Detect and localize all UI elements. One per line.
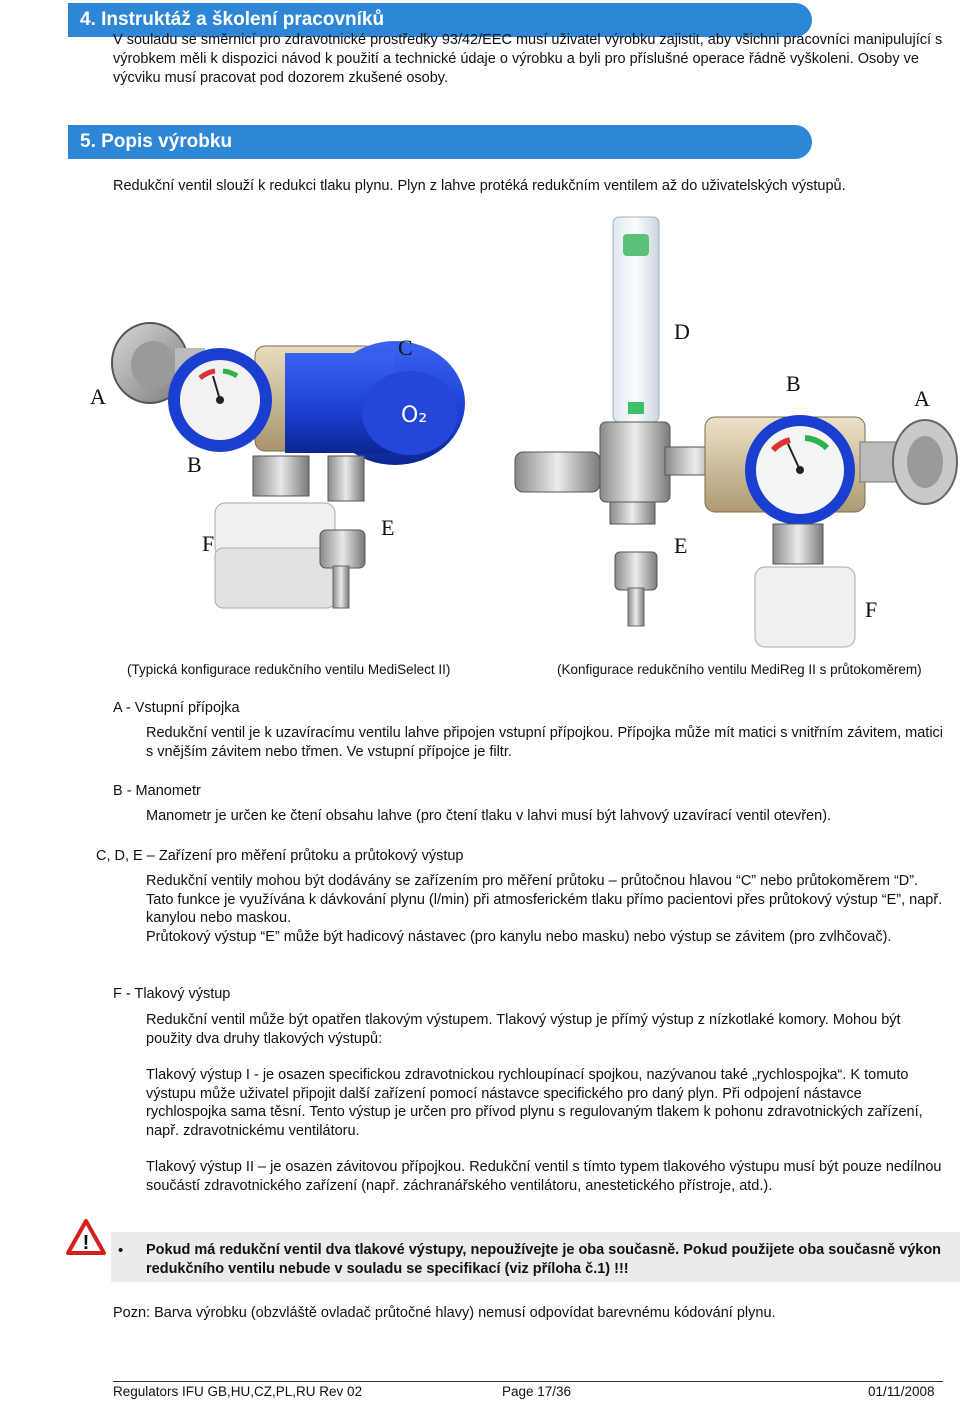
item-a-text: Redukční ventil je k uzavíracímu ventilu lahve připojen vstupní přípojkou. Přípojka může mít matici s vnitřním závitem, matici s vnějším závitem nebo třmen. Ve vstupní přípojce je filtr. <box>146 725 944 760</box>
medireg-flowmeter-illustration <box>505 212 960 652</box>
item-f-heading: F - Tlakový výstup <box>113 986 231 1002</box>
caption-mediselect: (Typická konfigurace redukčního ventilu MediSelect II) <box>127 662 451 677</box>
section-5-heading: 5. Popis výrobku <box>68 125 812 159</box>
section-5-text: Redukční ventil slouží k redukci tlaku plynu. Plyn z lahve protéká redukčním ventilem až do uživatelských výstupů. <box>113 178 846 194</box>
label-a-left: A <box>90 384 106 409</box>
label-e-right: E <box>674 533 688 558</box>
footer-page-number: Page 17/36 <box>502 1384 572 1399</box>
color-remark: Pozn: Barva výrobku (obzvláště ovladač průtočné hlavy) nemusí odpovídat barevnému kódování plynu. <box>113 1305 776 1321</box>
warning-text: Pokud má redukční ventil dva tlakové výstupy, nepoužívejte je oba současně. Pokud použijete oba současně výkon redukčního ventilu nebude v souladu se specifikací (viz příloha č.1) !!! <box>146 1242 942 1277</box>
item-cde-heading: C, D, E – Zařízení pro měření průtoku a průtokový výstup <box>96 848 464 864</box>
warning-bullet: • <box>118 1242 124 1259</box>
item-f-text-1: Redukční ventil může být opatřen tlakovým výstupem. Tlakový výstup je přímý výstup z nízkotlaké komory. Mohou být použity dva druhy tlakových výstupů: <box>146 1012 901 1047</box>
item-f-body <box>146 1011 946 1213</box>
label-b-left: B <box>187 452 202 477</box>
item-b-body <box>146 807 946 844</box>
item-cde-text-2: Průtokový výstup “E” může být hadicový nástavec (pro kanylu nebo masku) nebo výstup se závitem (pro zvlhčovač). <box>146 928 892 945</box>
warning-icon-mark: ! <box>82 1232 90 1254</box>
item-cde-text-1: Redukční ventily mohou být dodávány se zařízením pro měření průtoku – průtočnou hlavou “C” nebo průtokoměrem “D”. Tato funkce je využívána k dávkování plynu (l/min) při atmosferickém tlaku přímo pacientovi přes průtokový výstup “E”, např. kanylou nebo maskou. <box>146 873 943 926</box>
flow-head-gas-label: O₂ <box>401 403 428 428</box>
item-a-heading: A - Vstupní přípojka <box>113 700 240 716</box>
label-b-right: B <box>786 371 801 396</box>
label-f-left: F <box>202 531 215 556</box>
label-c: C <box>398 335 413 360</box>
footer-divider <box>113 1381 943 1382</box>
item-f-text-3: Tlakový výstup II – je osazen závitovou přípojkou. Redukční ventil s tímto typem tlakového výstupu musí být pouze nedílnou součástí zdravotnického zařízení (např. záchranářského ventilátoru, anestetického přístroje, atd.). <box>146 1159 942 1194</box>
mediselect-regulator-illustration <box>105 318 465 618</box>
item-cde-body <box>146 872 946 964</box>
label-e-left: E <box>381 515 395 540</box>
warning-triangle-icon <box>66 1219 106 1255</box>
item-b-text: Manometr je určen ke čtení obsahu lahve (pro čtení tlaku v lahvi musí být lahvový uzavírací ventil otevřen). <box>146 808 832 824</box>
footer-document-id: Regulators IFU GB,HU,CZ,PL,RU Rev 02 <box>113 1384 363 1399</box>
footer-date: 01/11/2008 <box>868 1384 935 1399</box>
label-f-right: F <box>865 597 878 622</box>
label-d: D <box>674 319 690 344</box>
caption-medireg: (Konfigurace redukčního ventilu MediReg II s průtokoměrem) <box>557 662 922 677</box>
item-f-text-2: Tlakový výstup I - je osazen specifickou zdravotnickou rychloupínací spojkou, nazývanou také „rychlospojka“. K tomuto výstupu může uživatel připojit další zařízení pomocí nástavce specifického pro daný plyn. Při odpojení nástavce rychlospojka sama těsní. Tento výstup je určen pro přívod plynu s regulovaným tlakem k pohonu zdravotnických zařízení, např. zdravotnickému ventilátoru. <box>146 1067 923 1139</box>
section-4-text: V souladu se směrnicí pro zdravotnické prostředky 93/42/EEC musí uživatel výrobku zajistit, aby všichni pracovníci manipulující s výrobkem měli k dispozici návod k použití a technické údaje o výrobku a byli pro příslušné operace řádně vyškoleni. Osoby ve výcviku musí pracovat pod dozorem zkušené osoby. <box>113 32 943 86</box>
section-4-heading: 4. Instruktáž a školení pracovníků <box>68 3 812 37</box>
label-a-right: A <box>914 386 930 411</box>
item-b-heading: B - Manometr <box>113 783 201 799</box>
item-a-body <box>146 724 946 779</box>
